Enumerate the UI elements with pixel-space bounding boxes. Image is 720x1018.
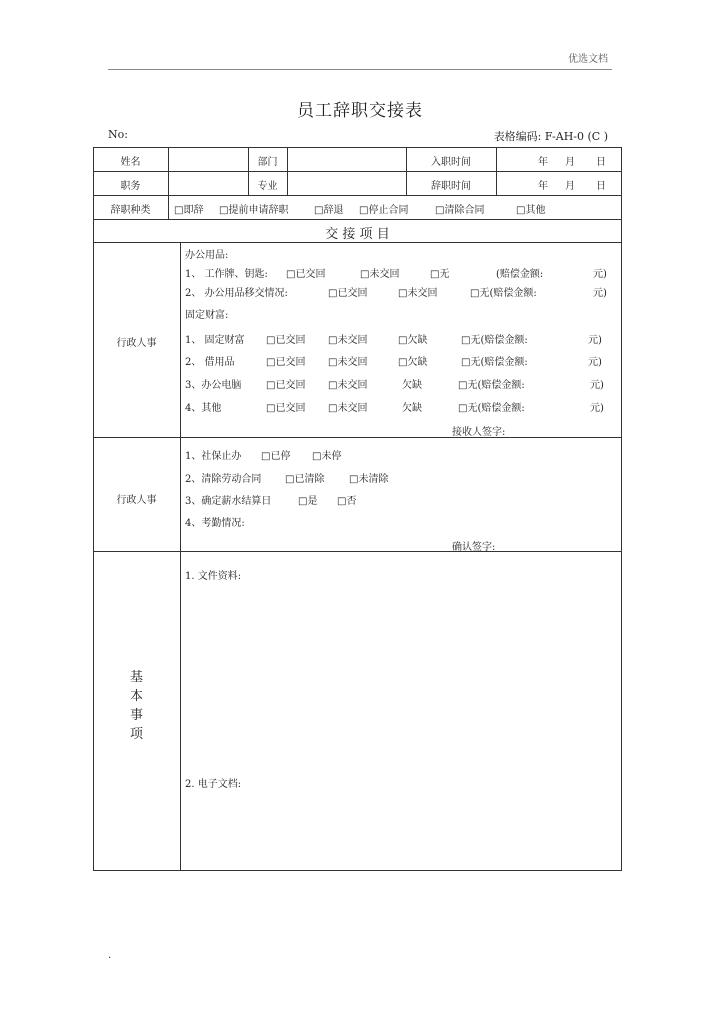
asset-row-unit: 元) bbox=[588, 357, 602, 368]
office-transfer-item: 2、 办公用品移交情况: bbox=[185, 288, 288, 299]
doc-tag: 优选文档 bbox=[568, 54, 608, 65]
sec3-label-char: 项 bbox=[129, 727, 143, 742]
resign-type-label: 辞职种类 bbox=[110, 205, 151, 216]
asset-row-item: 4、其他 bbox=[185, 403, 222, 414]
asset-row-returned[interactable]: □已交回 bbox=[266, 335, 306, 346]
asset-row-returned[interactable]: □已交回 bbox=[266, 380, 306, 391]
asset-row-unit: 元) bbox=[588, 335, 602, 346]
resign-opt-clear-contract[interactable]: □清除合同 bbox=[435, 205, 485, 216]
name-field[interactable] bbox=[170, 149, 247, 169]
asset-row-not-returned[interactable]: □未交回 bbox=[328, 380, 368, 391]
handover-table bbox=[93, 147, 622, 871]
asset-row-returned[interactable]: □已交回 bbox=[266, 403, 306, 414]
leave-day: 日 bbox=[596, 181, 606, 192]
dept-field[interactable] bbox=[289, 149, 405, 169]
asset-row-not-returned[interactable]: □未交回 bbox=[328, 357, 368, 368]
labor-contract-not-cleared[interactable]: □未清除 bbox=[349, 474, 389, 485]
salary-date-no[interactable]: □否 bbox=[337, 496, 357, 507]
badge-keys-comp: (赔偿金额: bbox=[496, 269, 544, 280]
page-title: 员工辞职交接表 bbox=[297, 101, 423, 121]
badge-keys-item: 1、 工作牌、钥匙: bbox=[185, 269, 268, 280]
resign-opt-immediate[interactable]: □即辞 bbox=[174, 205, 204, 216]
footer-dot: . bbox=[108, 950, 112, 961]
asset-row-unit: 元) bbox=[590, 403, 604, 414]
asset-row-none[interactable]: □无(赔偿金额: bbox=[461, 335, 528, 346]
asset-row-not-returned[interactable]: □未交回 bbox=[328, 403, 368, 414]
asset-row-none[interactable]: □无(赔偿金额: bbox=[458, 403, 525, 414]
office-transfer-returned[interactable]: □已交回 bbox=[328, 288, 368, 299]
asset-row-lacking[interactable]: 欠缺 bbox=[402, 403, 422, 414]
sec3-label-char: 本 bbox=[129, 689, 143, 704]
position-field[interactable] bbox=[170, 173, 247, 193]
join-day: 日 bbox=[596, 157, 606, 168]
major-label: 专业 bbox=[257, 181, 278, 192]
leave-year: 年 bbox=[538, 181, 548, 192]
office-transfer-unit: 元) bbox=[593, 288, 607, 299]
asset-row-item: 2、 借用品 bbox=[185, 357, 235, 368]
asset-row-item: 1、 固定财富 bbox=[185, 335, 245, 346]
name-label: 姓名 bbox=[120, 157, 141, 168]
position-label: 职务 bbox=[120, 181, 141, 192]
sec2-label: 行政人事 bbox=[116, 495, 157, 506]
office-transfer-not-returned[interactable]: □未交回 bbox=[398, 288, 438, 299]
leave-month: 月 bbox=[565, 181, 575, 192]
sec3-label-char: 基 bbox=[129, 670, 143, 685]
asset-row-none[interactable]: □无(赔偿金额: bbox=[458, 380, 525, 391]
join-date-label: 入职时间 bbox=[431, 157, 471, 168]
resign-opt-dismissed[interactable]: □辞退 bbox=[314, 205, 344, 216]
asset-row-lacking[interactable]: 欠缺 bbox=[402, 380, 422, 391]
form-code: 表格编码: F-AH-0 (C ) bbox=[493, 130, 608, 143]
asset-row-returned[interactable]: □已交回 bbox=[266, 357, 306, 368]
resign-opt-other[interactable]: □其他 bbox=[516, 205, 546, 216]
resign-opt-notice[interactable]: □提前申请辞职 bbox=[219, 205, 289, 216]
salary-date-yes[interactable]: □是 bbox=[298, 496, 318, 507]
asset-row-lacking[interactable]: □欠缺 bbox=[398, 357, 428, 368]
resign-opt-stop-contract[interactable]: □停止合同 bbox=[359, 205, 409, 216]
confirm-sign-label: 确认签字: bbox=[452, 542, 496, 553]
no-label: No: bbox=[108, 128, 128, 141]
asset-row-unit: 元) bbox=[590, 380, 604, 391]
badge-keys-unit: 元) bbox=[593, 269, 607, 280]
handover-title: 交 接 项 目 bbox=[325, 227, 390, 242]
join-month: 月 bbox=[565, 157, 575, 168]
salary-date-item: 3、确定薪水结算日 bbox=[185, 496, 272, 507]
electronic-docs-label: 2. 电子文档: bbox=[185, 779, 242, 790]
asset-row-not-returned[interactable]: □未交回 bbox=[328, 335, 368, 346]
asset-row-none[interactable]: □无(赔偿金额: bbox=[461, 357, 528, 368]
labor-contract-item: 2、清除劳动合同 bbox=[185, 474, 262, 485]
social-insurance-stopped[interactable]: □已停 bbox=[261, 451, 291, 462]
badge-keys-not-returned[interactable]: □未交回 bbox=[360, 269, 400, 280]
social-insurance-not-stopped[interactable]: □未停 bbox=[312, 451, 342, 462]
badge-keys-none[interactable]: □无 bbox=[430, 269, 450, 280]
social-insurance-item: 1、社保止办 bbox=[185, 451, 242, 462]
office-supplies-header: 办公用品: bbox=[185, 250, 229, 261]
join-year: 年 bbox=[538, 157, 548, 168]
asset-row-lacking[interactable]: □欠缺 bbox=[398, 335, 428, 346]
major-field[interactable] bbox=[289, 173, 405, 193]
attendance-item: 4、考勤情况: bbox=[185, 518, 245, 529]
fixed-assets-header: 固定财富: bbox=[185, 310, 229, 321]
asset-row-item: 3、办公电脑 bbox=[185, 380, 242, 391]
file-docs-label: 1. 文件资料: bbox=[185, 571, 242, 582]
sec3-label-char: 事 bbox=[129, 708, 143, 723]
header-rule bbox=[108, 69, 612, 70]
leave-date-label: 辞职时间 bbox=[431, 181, 471, 192]
badge-keys-returned[interactable]: □已交回 bbox=[286, 269, 326, 280]
sec1-label: 行政人事 bbox=[116, 338, 157, 349]
office-transfer-none[interactable]: □无(赔偿金额: bbox=[470, 288, 537, 299]
dept-label: 部门 bbox=[257, 157, 278, 168]
labor-contract-cleared[interactable]: □已清除 bbox=[285, 474, 325, 485]
receiver-sign-label: 接收人签字: bbox=[452, 427, 506, 438]
